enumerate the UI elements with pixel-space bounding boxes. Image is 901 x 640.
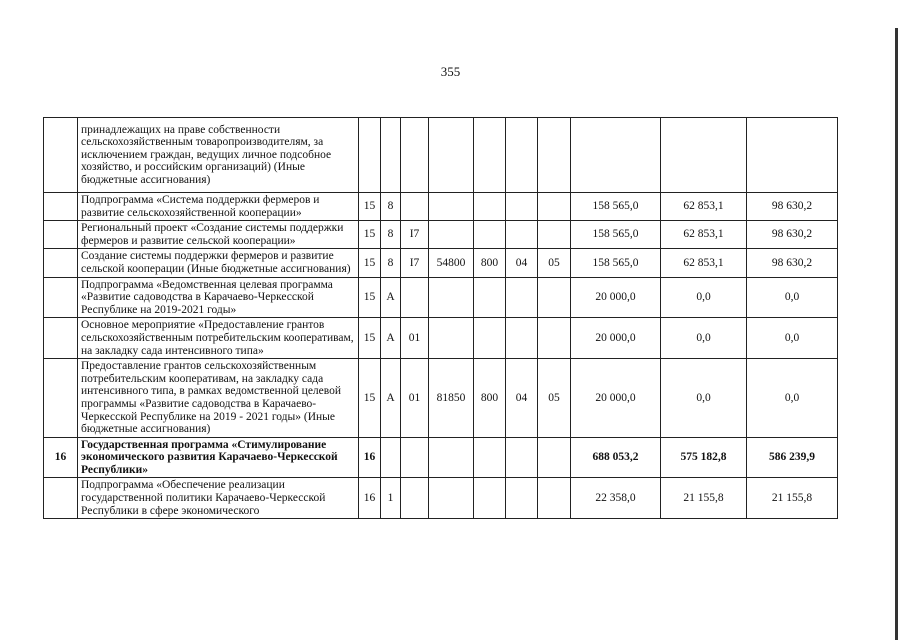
row-number-cell — [44, 478, 78, 519]
table-body — [44, 118, 838, 519]
page-edge-shadow — [895, 28, 898, 640]
amount-year3-cell: 98 630,2 — [747, 249, 838, 277]
budget-table — [43, 117, 838, 519]
code-program-cell: 15 — [359, 318, 381, 359]
table-row — [44, 359, 838, 438]
code-expense-type-cell: 800 — [474, 249, 506, 277]
amount-year3-cell: 586 239,9 — [747, 437, 838, 478]
table-row — [44, 118, 838, 193]
amount-year1-cell: 22 358,0 — [571, 478, 661, 519]
amount-year1-cell: 158 565,0 — [571, 221, 661, 249]
code-subsection-cell — [538, 277, 571, 318]
code-expense-type-cell: 800 — [474, 359, 506, 438]
row-number-cell — [44, 318, 78, 359]
code-subsection-cell — [538, 221, 571, 249]
code-section-cell: 04 — [506, 359, 538, 438]
code-expense-type-cell — [474, 118, 506, 193]
item-name-cell: Подпрограмма «Обеспечение реализации государственной политики Карачаево-Черкесской Республики в сфере экономического — [78, 478, 359, 519]
amount-year2-cell: 0,0 — [661, 318, 747, 359]
code-section-cell — [506, 478, 538, 519]
code-expense-type-cell — [474, 221, 506, 249]
item-name-cell: Предоставление грантов сельскохозяйственным потребительским кооперативам, на закладку сада интенсивного типа, в рамках ведомственной целевой программы «Развитие садоводства в Карачаево-Черкесской Республике на 2019 - 2021 годы» (Иные бюджетные ассигнования) — [78, 359, 359, 438]
code-expense-type-cell — [474, 437, 506, 478]
code-direction-cell — [429, 193, 474, 221]
row-number-cell — [44, 359, 78, 438]
code-program-cell — [359, 118, 381, 193]
code-direction-cell — [429, 318, 474, 359]
amount-year1-cell: 158 565,0 — [571, 193, 661, 221]
amount-year1-cell: 20 000,0 — [571, 359, 661, 438]
table-row — [44, 249, 838, 277]
amount-year3-cell: 21 155,8 — [747, 478, 838, 519]
table-row — [44, 277, 838, 318]
code-activity-cell: I7 — [401, 249, 429, 277]
code-subsection-cell — [538, 118, 571, 193]
amount-year2-cell — [661, 118, 747, 193]
code-subsection-cell: 05 — [538, 359, 571, 438]
amount-year2-cell: 62 853,1 — [661, 221, 747, 249]
amount-year3-cell: 98 630,2 — [747, 193, 838, 221]
row-number-cell — [44, 249, 78, 277]
code-subprogram-cell: А — [381, 277, 401, 318]
row-number-cell — [44, 193, 78, 221]
code-subprogram-cell: А — [381, 359, 401, 438]
code-subprogram-cell: 8 — [381, 193, 401, 221]
code-direction-cell — [429, 277, 474, 318]
amount-year2-cell: 575 182,8 — [661, 437, 747, 478]
code-program-cell: 16 — [359, 437, 381, 478]
code-program-cell: 16 — [359, 478, 381, 519]
code-direction-cell — [429, 221, 474, 249]
amount-year1-cell: 688 053,2 — [571, 437, 661, 478]
code-subsection-cell — [538, 318, 571, 359]
code-activity-cell — [401, 118, 429, 193]
code-section-cell — [506, 118, 538, 193]
code-section-cell — [506, 221, 538, 249]
code-expense-type-cell — [474, 193, 506, 221]
table-row — [44, 221, 838, 249]
amount-year1-cell: 20 000,0 — [571, 318, 661, 359]
amount-year2-cell: 62 853,1 — [661, 249, 747, 277]
item-name-cell: Государственная программа «Стимулирование экономического развития Карачаево-Черкесской Республики» — [78, 437, 359, 478]
page-number: 355 — [440, 64, 461, 79]
code-direction-cell — [429, 478, 474, 519]
table-row — [44, 437, 838, 478]
code-subsection-cell — [538, 437, 571, 478]
code-activity-cell — [401, 277, 429, 318]
code-subprogram-cell — [381, 437, 401, 478]
amount-year2-cell: 62 853,1 — [661, 193, 747, 221]
code-direction-cell — [429, 437, 474, 478]
amount-year2-cell: 0,0 — [661, 359, 747, 438]
item-name-cell: Региональный проект «Создание системы поддержки фермеров и развитие сельской кооперации» — [78, 221, 359, 249]
code-expense-type-cell — [474, 318, 506, 359]
code-expense-type-cell — [474, 478, 506, 519]
item-name-cell: Создание системы поддержки фермеров и развитие сельской кооперации (Иные бюджетные ассигнования) — [78, 249, 359, 277]
amount-year3-cell: 0,0 — [747, 359, 838, 438]
code-program-cell: 15 — [359, 221, 381, 249]
code-subprogram-cell: 8 — [381, 249, 401, 277]
amount-year1-cell: 158 565,0 — [571, 249, 661, 277]
code-activity-cell: 01 — [401, 318, 429, 359]
amount-year1-cell: 20 000,0 — [571, 277, 661, 318]
code-subprogram-cell: А — [381, 318, 401, 359]
code-section-cell — [506, 193, 538, 221]
code-section-cell — [506, 277, 538, 318]
row-number-cell — [44, 118, 78, 193]
code-program-cell: 15 — [359, 193, 381, 221]
code-direction-cell: 81850 — [429, 359, 474, 438]
item-name-cell: принадлежащих на праве собственности сельскохозяйственным товаропроизводителям, за исключением граждан, ведущих личное подсобное хозяйство, и российским организаций) (Иные бюджетные ассигнования) — [78, 118, 359, 193]
amount-year2-cell: 21 155,8 — [661, 478, 747, 519]
table-row — [44, 193, 838, 221]
amount-year3-cell: 0,0 — [747, 318, 838, 359]
code-activity-cell — [401, 478, 429, 519]
amount-year3-cell: 98 630,2 — [747, 221, 838, 249]
code-subsection-cell: 05 — [538, 249, 571, 277]
item-name-cell: Подпрограмма «Система поддержки фермеров и развитие сельскохозяйственной кооперации» — [78, 193, 359, 221]
code-direction-cell: 54800 — [429, 249, 474, 277]
amount-year3-cell: 0,0 — [747, 277, 838, 318]
table-row — [44, 478, 838, 519]
code-direction-cell — [429, 118, 474, 193]
code-program-cell: 15 — [359, 277, 381, 318]
code-subsection-cell — [538, 193, 571, 221]
amount-year3-cell — [747, 118, 838, 193]
code-activity-cell: 01 — [401, 359, 429, 438]
code-section-cell — [506, 318, 538, 359]
code-activity-cell — [401, 437, 429, 478]
amount-year1-cell — [571, 118, 661, 193]
row-number-cell — [44, 277, 78, 318]
table-row — [44, 318, 838, 359]
item-name-cell: Подпрограмма «Ведомственная целевая программа «Развитие садоводства в Карачаево-Черкесской Республике на 2019-2021 годы» — [78, 277, 359, 318]
code-subprogram-cell — [381, 118, 401, 193]
code-subsection-cell — [538, 478, 571, 519]
code-subprogram-cell: 1 — [381, 478, 401, 519]
code-section-cell — [506, 437, 538, 478]
row-number-cell — [44, 221, 78, 249]
code-expense-type-cell — [474, 277, 506, 318]
amount-year2-cell: 0,0 — [661, 277, 747, 318]
code-activity-cell: I7 — [401, 221, 429, 249]
code-program-cell: 15 — [359, 359, 381, 438]
row-number-cell: 16 — [44, 437, 78, 478]
item-name-cell: Основное мероприятие «Предоставление грантов сельскохозяйственным потребительским кооперативам, на закладку сада интенсивного типа» — [78, 318, 359, 359]
code-activity-cell — [401, 193, 429, 221]
code-program-cell: 15 — [359, 249, 381, 277]
code-section-cell: 04 — [506, 249, 538, 277]
code-subprogram-cell: 8 — [381, 221, 401, 249]
